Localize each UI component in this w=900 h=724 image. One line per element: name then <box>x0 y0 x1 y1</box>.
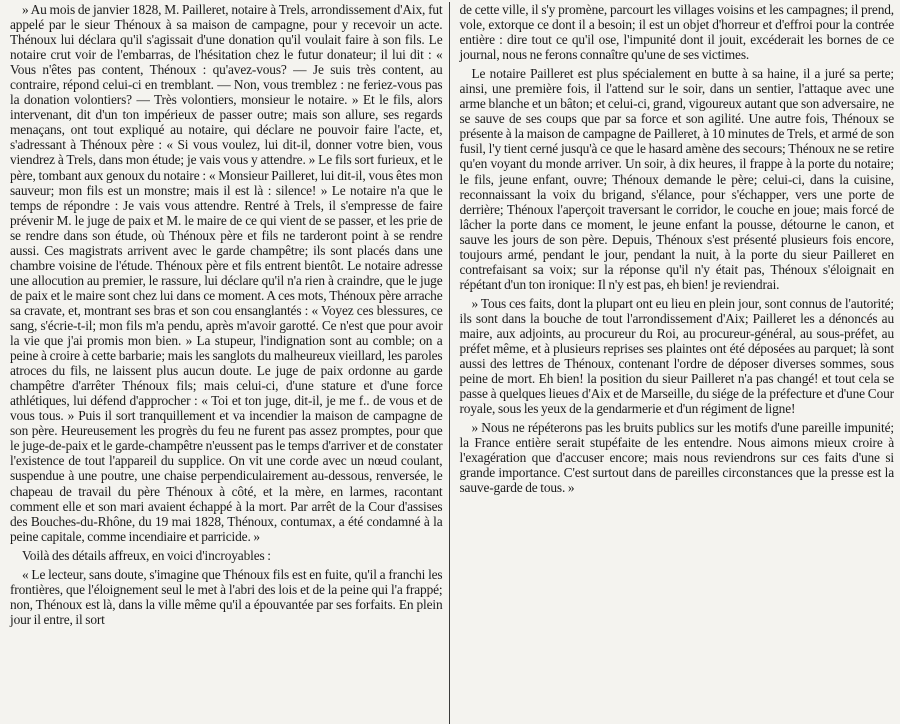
article-paragraph: » Nous ne répéterons pas les bruits publics sur les motifs d'une pareille impunité; la France entière serait stupéfaite de les entendre. Nous aimons mieux croire à l'exagération que d'accuser encore; mais nous reviendrons sur ces faits d'une si grande importance. C'est surtout dans de pareilles circonstances que la presse est la sauve-garde de tous. » <box>460 420 895 495</box>
article-paragraph: de cette ville, il s'y promène, parcourt les villages voisins et les campagnes; il prend, vole, extorque ce dont il a besoin; il est un objet d'horreur et d'effroi pour la contrée entière : dire tout ce qu'il ose, l'impunité dont il jouit, excéderait les bornes de ce journal, nous ne ferons connaître qu'une de ses victimes. <box>460 2 895 62</box>
left-column <box>0 2 449 722</box>
article-paragraph: Voilà des détails affreux, en voici d'incroyables : <box>10 548 443 563</box>
article-paragraph: » Tous ces faits, dont la plupart ont eu lieu en plein jour, sont connus de l'autorité; ils sont dans la bouche de tout l'arrondissement d'Aix; Pailleret les a dénoncés au maire, aux adjoints, au procureur du Roi, au procureur-général, au sous-préfet, au préfet même, et à plusieurs reprises ses plaintes ont été déposées au parquet; là sont aussi des lettres de Thénoux, contenant l'ordre de déposer diverses sommes, sous peine de mort. Eh bien! la position du sieur Pailleret n'a pas changé! et tout cela se passe à quelques lieues d'Aix et de Marseille, du siége de la préfecture et d'une Cour royale, sous les yeux de la gendarmerie et d'un régiment de ligne! <box>460 296 895 416</box>
article-paragraph: » Au mois de janvier 1828, M. Pailleret, notaire à Trels, arrondissement d'Aix, fut appelé par le sieur Thénoux à sa maison de campagne, pour y recevoir un acte. Thénoux lui déclara qu'il s'agissait d'une donation qu'il voulait faire à son fils. Le notaire crut voir de l'embarras, de l'hésitation chez le futur donateur; il lui dit : « Vous n'êtes pas content, Thénoux : qu'avez-vous? — Je suis très content, au contraire, répond celui-ci en tremblant. — Non, vous tremblez : ne feriez-vous pas la donation volontiers? — Très volontiers, monsieur le notaire. » Et le fils, alors intervenant, dit d'un ton impérieux de passer outre; mais son allure, ses regards menaçans, ont tout expliqué au notaire, qui déclare ne pouvoir faire l'acte, et, s'adressant à Thénoux père : « Si vous voulez, lui dit-il, donner votre bien, vous viendrez à Trels, dans mon étude; je vais vous y attendre. » Le fils sort furieux, et le père, tombant aux genoux du notaire : « Monsieur Pailleret, lui dit-il, vous êtes mon sauveur; mon fils est un monstre; mais il est là : silence! » Le notaire n'a que le temps de répondre : Je vais vous attendre. Rentré à Trels, il s'empresse de faire prévenir M. le juge de paix et M. le maire de ce qui vient de se passer, et les prie de se rendre dans son étude, où Thénoux père et fils ne tarderont point à se rendre aussi. Ces magistrats arrivent avec le garde champêtre; ils sont placés dans une chambre voisine de l'étude. Thénoux père et fils entrent bientôt. Le notaire adresse une allocution au premier, le rassure, lui déclare qu'il n'a rien à craindre, que le juge de paix et le maire sont chez lui dans ce moment. A ces mots, Thénoux père arrache sa cravate, et, montrant ses bras et son cou ensanglantés : « Voyez ces blessures, ce sang, s'écrie-t-il; mon fils m'a pendu, après m'avoir garotté. Ce n'est que pour avoir la vie que j'ai promis mon bien. » La stupeur, l'indignation sont au comble; on a peine à croire à cette barbarie; mais les sanglots du malheureux vieillard, les paroles atroces du fils, ne laissent plus aucun doute. Le juge de paix ordonne au garde champêtre d'arrêter Thénoux fils; mais celui-ci, d'une stature et d'une force athlétiques, lui défend d'approcher : « Toi et ton juge, dit-il, je me f.. de vous et de vous tous. » Puis il sort tranquillement et va incendier la maison de campagne de son père. Heureusement les progrès du feu ne furent pas assez promptes, pour que le juge-de-paix et le garde-champêtre n'eussent pas le temps d'arriver et de constater l'existence de tout l'appareil du supplice. On vit une corde avec un nœud coulant, suspendue à une poutre, une chaise perpendiculairement au-dessous, renversée, le chapeau de travail du père Thénoux à côté, et la mère, en larmes, racontant comment elle et son mari avaient échappé à la mort. Par arrêt de la Cour d'assises des Bouches-du-Rhône, du 19 mai 1828, Thénoux, contumax, a été condamné à la peine capitale, comme incendiaire et parricide. » <box>10 2 443 544</box>
article-paragraph: Le notaire Pailleret est plus spécialement en butte à sa haine, il a juré sa perte; ainsi, une première fois, il l'attend sur le soir, dans un sentier, l'attaque avec une arme blanche et un bâton; et celui-ci, grand, vigoureux autant que son adversaire, ne se sauve de ses coups que par sa force et son agilité. Une autre fois, Thénoux se présente à la maison de campagne de Pailleret, à 10 minutes de Trels, et armé de son fusil, l'y tient cerné jusqu'à ce que le hasard amène des secours; Thénoux ne se retire qu'en voyant du monde arriver. Un soir, à dix heures, il frappe à la porte du notaire; le fils, jeune enfant, ouvre; Thénoux demande le père; celui-ci, dans la cuisine, reconnaissant la voix du brigand, s'élance, pour s'échapper, vers une porte de derrière; Thénoux l'aperçoit traversant le corridor, le couche en joue; mais forcé de lâcher la porte dans ce moment, le jeune enfant la pousse, détourne le canon, et sauve les jours de son père. Depuis, Thénoux s'est présenté plusieurs fois encore, toujours armé, pendant le jour, pendant la nuit, à la porte du sieur Pailleret en contrefaisant sa voix; sur la réponse qu'il n'y était pas, Thénoux s'éloignait en répétant d'un ton ironique: Il n'y est pas, eh bien! je reviendrai. <box>460 66 895 292</box>
right-column <box>450 2 900 722</box>
article-paragraph: « Le lecteur, sans doute, s'imagine que Thénoux fils est en fuite, qu'il a franchi les frontières, que l'éloignement seul le met à l'abri des lois et de la peine qui l'a frappé; non, Thénoux est là, dans la ville même qu'il a épouvantée par ses forfaits. En plein jour il entre, il sort <box>10 567 443 627</box>
